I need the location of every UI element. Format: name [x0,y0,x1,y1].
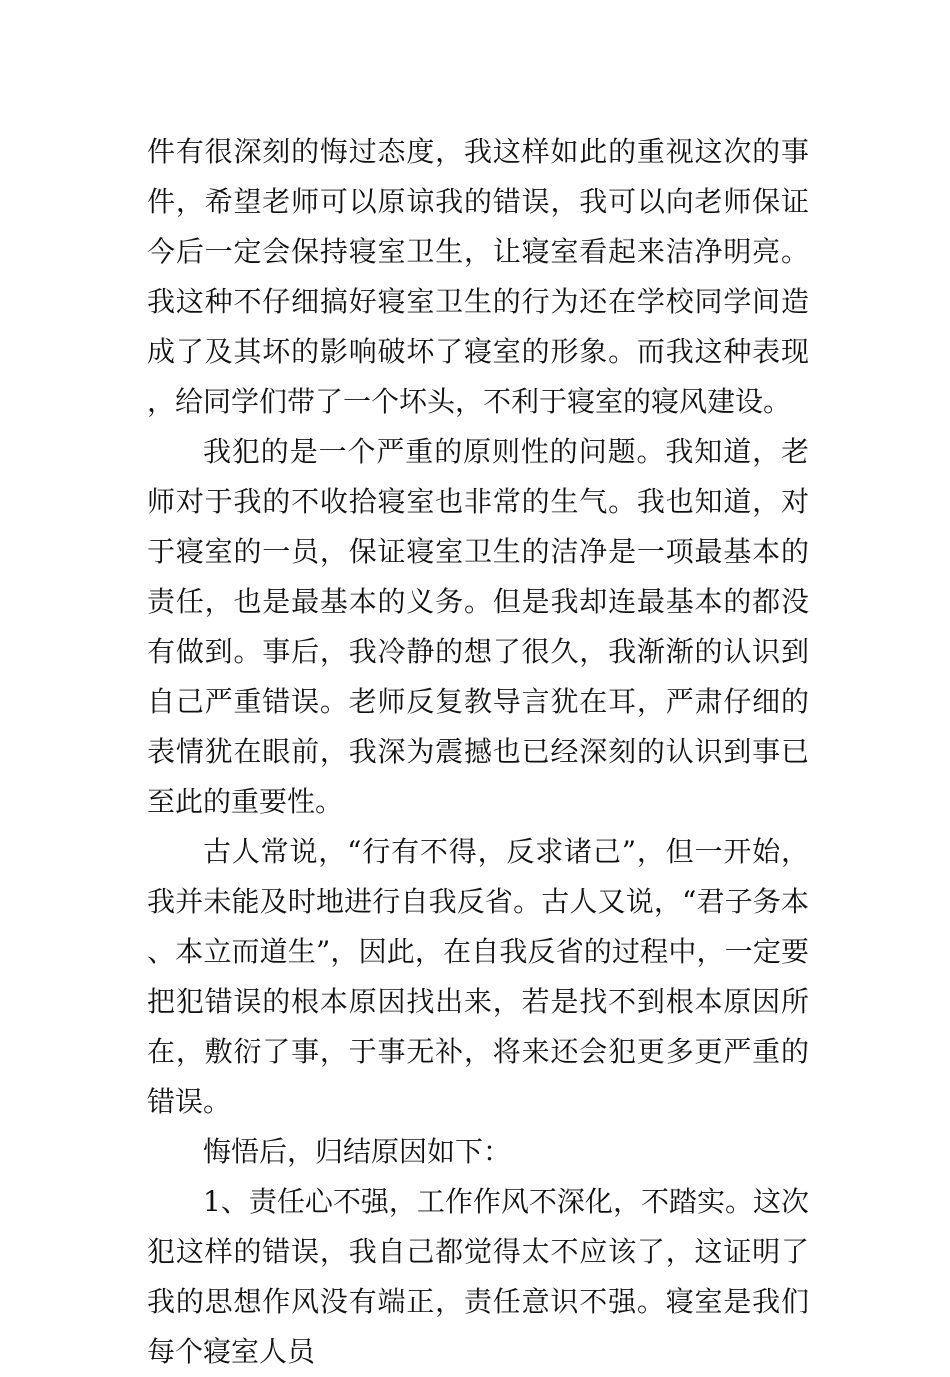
paragraph-self-reflection: 古人常说，“行有不得，反求诸己”，但一开始，我并未能及时地进行自我反省。古人又说，“君子务本、本立而道生”，因此，在自我反省的过程中，一定要把犯错误的根本原因找出来，若是找不到根本原因所在，敷衍了事，于事无补，将来还会犯更多更严重的错误。 [147,835,809,1118]
document-body [147,127,809,1377]
paragraph-reasons-intro: 悔悟后，归结原因如下： [203,1135,512,1168]
paragraph-continuation: 件有很深刻的悔过态度，我这样如此的重视这次的事件，希望老师可以原谅我的错误，我可以向老师保证今后一定会保持寝室卫生，让寝室看起来洁净明亮。我这种不仔细搞好寝室卫生的行为还在学校同学间造成了及其坏的影响破坏了寝室的形象。而我这种表现，给同学们带了一个坏头，不利于寝室的寝风建设。 [147,135,809,418]
paragraph-principle-issue: 我犯的是一个严重的原则性的问题。我知道，老师对于我的不收拾寝室也非常的生气。我也知道，对于寝室的一员，保证寝室卫生的洁净是一项最基本的责任，也是最基本的义务。但是我却连最基本的都没有做到。事后，我冷静的想了很久，我渐渐的认识到自己严重错误。老师反复教导言犹在耳，严肃仔细的表情犹在眼前，我深为震撼也已经深刻的认识到事已至此的重要性。 [147,435,809,818]
paragraph-reason-1: 1、责任心不强，工作作风不深化，不踏实。这次犯这样的错误，我自己都觉得太不应该了，这证明了我的思想作风没有端正，责任意识不强。寝室是我们每个寝室人员 [147,1185,809,1368]
